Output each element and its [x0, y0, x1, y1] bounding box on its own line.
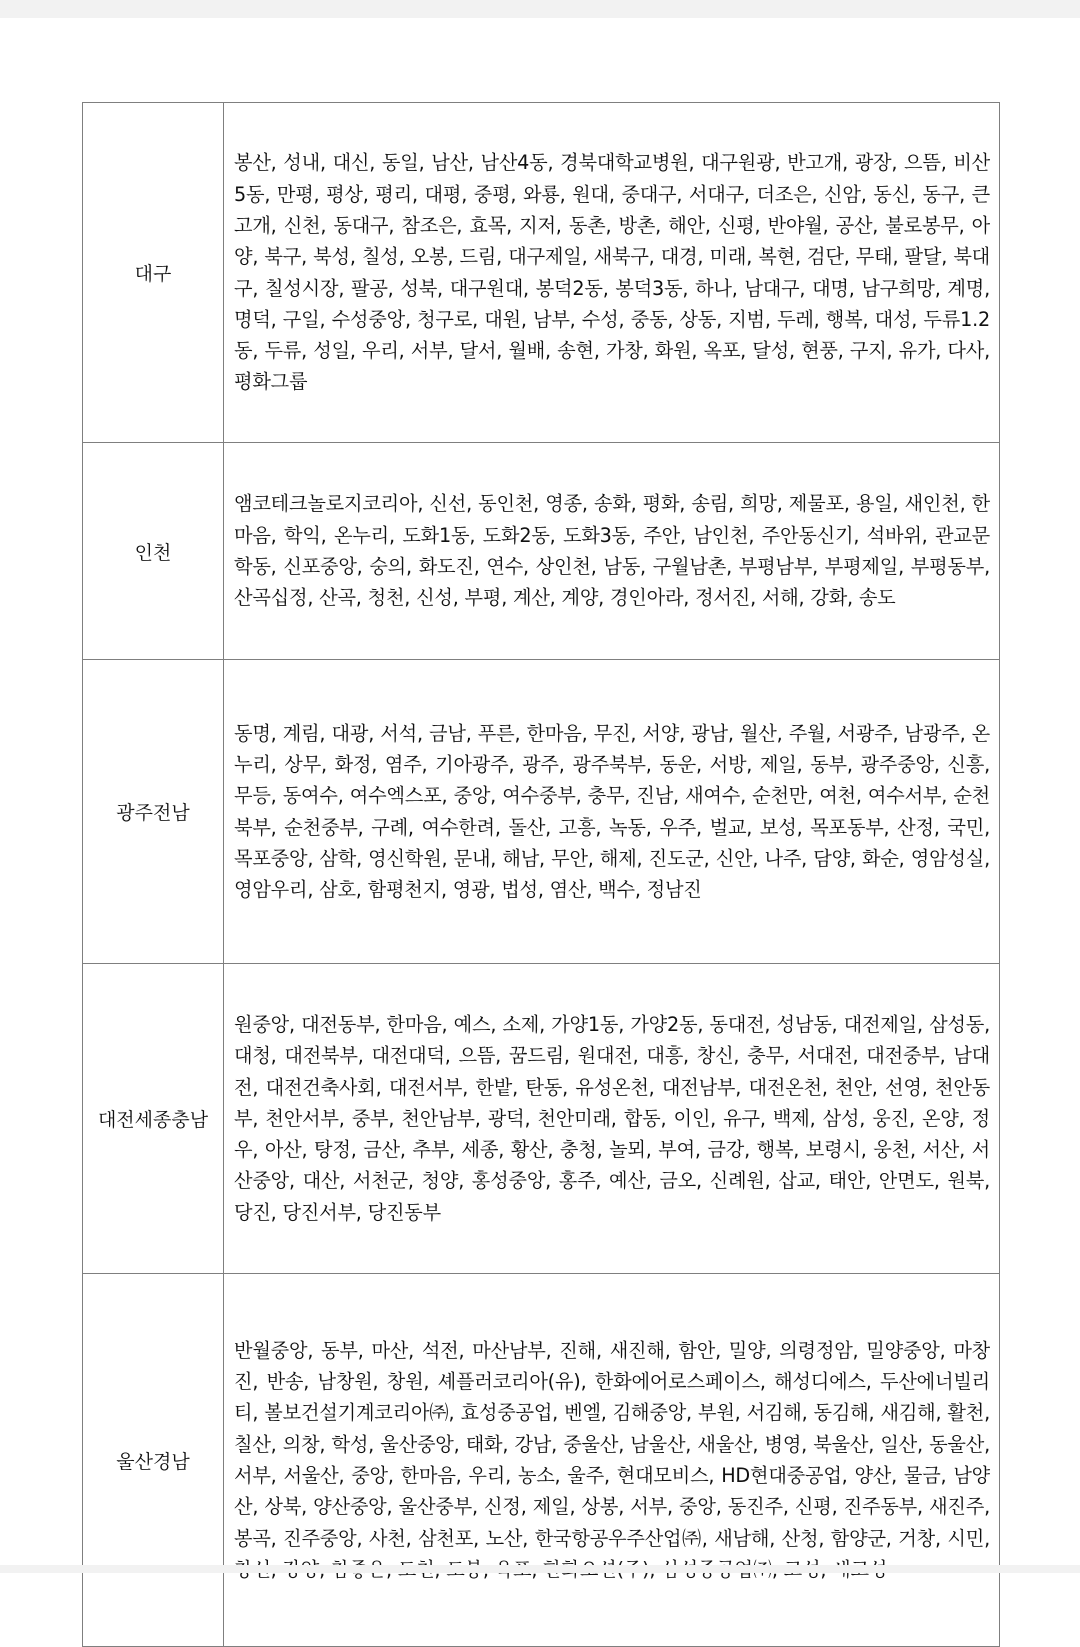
branch-list-cell: 원중앙, 대전동부, 한마음, 예스, 소제, 가양1동, 가양2동, 동대전, 성남동, 대전제일, 삼성동, 대청, 대전북부, 대전대덕, 으뜸, 꿈드림, 원대전, 대흥, 창신, 충무, 서대전, 대전중부, 남대전, 대전건축사회, 대전서부, 한밭, 탄동, 유성온천, 대전남부, 대전온천, 천안, 선영, 천안동부, 천안서부, 중부, 천안남부, 광덕, 천안미래, 합동, 이인, 유구, 백제, 삼성, 웅진, 온양, 정우, 아산, 탕정, 금산, 추부, 세종, 황산, 충청, 놀뫼, 부여, 금강, 행복, 보령시, 웅천, 서산, 서산중앙, 대산, 서천군, 청양, 홍성중앙, 홍주, 예산, 금오, 신례원, 삽교, 태안, 안면도, 원북, 당진, 당진서부, 당진동부 [224, 964, 1000, 1274]
branch-list-cell: 반월중앙, 동부, 마산, 석전, 마산남부, 진해, 새진해, 함안, 밀양, 의령정암, 밀양중앙, 마창진, 반송, 남창원, 창원, 셰플러코리아(유), 한화에어로스페이스, 해성디에스, 두산에너빌리티, 볼보건설기계코리아㈜, 효성중공업, 벤엘, 김해중앙, 부원, 서김해, 동김해, 새김해, 활천, 칠산, 의창, 학성, 울산중앙, 태화, 강남, 중울산, 남울산, 새울산, 병영, 북울산, 일산, 동울산, 서부, 서울산, 중앙, 한마음, 우리, 농소, 울주, 현대모비스, HD현대중공업, 양산, 물금, 남양산, 상북, 양산중앙, 울산중부, 신정, 제일, 상봉, 서부, 중앙, 동진주, 신평, 진주동부, 새진주, 봉곡, 진주중앙, 사천, 삼천포, 노산, 한국항공우주산업㈜, 새남해, 산청, 함양군, 거창, 시민, [224, 1274, 1000, 1647]
table-row-daegu [83, 103, 1000, 443]
region-name-cell: 대구 [83, 103, 224, 443]
branch-list-cell: 봉산, 성내, 대신, 동일, 남산, 남산4동, 경북대학교병원, 대구원광, 반고개, 광장, 으뜸, 비산5동, 만평, 평상, 평리, 대평, 중평, 와룡, 원대, 중대구, 서대구, 더조은, 신암, 동신, 동구, 큰고개, 신천, 동대구, 참조은, 효목, 지저, 동촌, 방촌, 해안, 신평, 반야월, 공산, 불로봉무, 아양, 북구, 북성, 칠성, 오봉, 드림, 대구제일, 새북구, 대경, 미래, 복현, 검단, 무태, 팔달, 북대구, 칠성시장, 팔공, 성북, 대구원대, 봉덕2동, 봉덕3동, 하나, 남대구, 대명, 남구희망, 계명, 명덕, 구일, 수성중앙, 청구로, 대원, 남부, 수성, 중동, 상동, 지범, 두레, 행복, 대성, 두류1.2동, 두류, 성일, 우리, 서부, 달서, 월배, 송현, 가창, 화원, 옥포, 달성, 현풍, 구지, 유가, 다사, 평화그룹 [224, 103, 1000, 443]
region-branch-table [82, 102, 1000, 1647]
region-name-cell: 대전세종충남 [83, 964, 224, 1274]
region-name-cell: 울산경남 [83, 1274, 224, 1647]
bottom-margin-band [0, 1565, 1080, 1573]
table-row-ulsan-gyeongnam [83, 1274, 1000, 1647]
table-row-daejeon-sejong-chungnam [83, 964, 1000, 1274]
region-name-cell: 광주전남 [83, 660, 224, 964]
region-name-cell: 인천 [83, 443, 224, 660]
branch-list-cell: 앰코테크놀로지코리아, 신선, 동인천, 영종, 송화, 평화, 송림, 희망, 제물포, 용일, 새인천, 한마음, 학익, 온누리, 도화1동, 도화2동, 도화3동, 주안, 남인천, 주안동신기, 석바위, 관교문학동, 신포중앙, 숭의, 화도진, 연수, 상인천, 남동, 구월남촌, 부평남부, 부평제일, 부평동부, 산곡십정, 산곡, 청천, 신성, 부평, 계산, 계양, 경인아라, 정서진, 서해, 강화, 송도 [224, 443, 1000, 660]
top-margin-band [0, 0, 1080, 18]
table-row-gwangju-jeonnam [83, 660, 1000, 964]
branch-list-cell: 동명, 계림, 대광, 서석, 금남, 푸른, 한마음, 무진, 서양, 광남, 월산, 주월, 서광주, 남광주, 온누리, 상무, 화정, 염주, 기아광주, 광주, 광주북부, 동운, 서방, 제일, 동부, 광주중앙, 신흥, 무등, 동여수, 여수엑스포, 중앙, 여수중부, 충무, 진남, 새여수, 순천만, 여천, 여수서부, 순천북부, 순천중부, 구례, 여수한려, 돌산, 고흥, 녹동, 우주, 벌교, 보성, 목포동부, 산정, 국민, 목포중앙, 삼학, 영신학원, 문내, 해남, 무안, 해제, 진도군, 신안, 나주, 담양, 화순, 영암성실, 영암우리, 삼호, 함평천지, 영광, 법성, 염산, 백수, 정남진 [224, 660, 1000, 964]
table-row-incheon [83, 443, 1000, 660]
